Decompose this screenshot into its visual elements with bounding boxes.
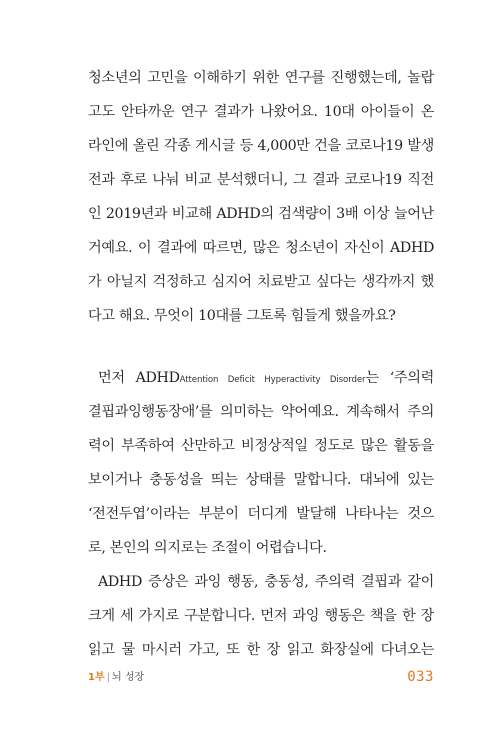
paragraph1-line: 청소년의 고민을 이해하기 위한 연구를 진행했는데, 놀랍 <box>88 70 434 86</box>
running-footer <box>88 671 144 685</box>
paragraph1-line: 고도 안타까운 연구 결과가 나왔어요. 10대 아이들이 온 <box>88 104 434 120</box>
paragraph2-prefix: 먼저 ADHD <box>98 370 180 386</box>
paragraph1-line: 가 아닐지 걱정하고 심지어 치료받고 싶다는 생각까지 했 <box>88 274 434 290</box>
paragraph2-suffix: 는 ‘주의력 <box>365 370 434 386</box>
paragraph1-line: 다고 해요. 무엇이 10대를 그토록 힘들게 했을까요? <box>88 308 396 324</box>
paragraph3-line: 읽고 물 마시러 가고, 또 한 장 읽고 화장실에 다녀오는 <box>88 642 434 658</box>
paragraph2-line: 보이거나 충동성을 띄는 상태를 말합니다. 대뇌에 있는 <box>88 472 434 488</box>
paragraph1-line: 라인에 올린 각종 게시글 등 4,000만 건을 코로나19 발생 <box>88 138 434 154</box>
adhd-full-name: Attention Deficit Hyperactivity Disorder <box>179 375 366 385</box>
paragraph2-line: 력이 부족하여 산만하고 비정상적일 정도로 많은 활동을 <box>88 438 434 454</box>
paragraph2-first-line <box>98 368 434 390</box>
paragraph2-line: 결핍과잉행동장애’를 의미하는 약어예요. 계속해서 주의 <box>88 404 434 420</box>
paragraph3-line: ADHD 증상은 과잉 행동, 충동성, 주의력 결핍과 같이 <box>98 574 434 590</box>
paragraph2-line: 로, 본인의 의지로는 조절이 어렵습니다. <box>88 540 327 556</box>
paragraph3-line: 크게 세 가지로 구분합니다. 먼저 과잉 행동은 책을 한 장 <box>88 608 434 624</box>
chapter-label: 뇌 성장 <box>112 672 145 683</box>
paragraph1-line: 거예요. 이 결과에 따르면, 많은 청소년이 자신이 ADHD <box>88 240 434 256</box>
footer-separator: | <box>106 672 110 683</box>
paragraph2-line: ‘전전두엽’이라는 부분이 더디게 발달해 나타나는 것으 <box>88 506 434 522</box>
part-label: 1부 <box>88 672 105 683</box>
paragraph1-line: 인 2019년과 비교해 ADHD의 검색량이 3배 이상 늘어난 <box>88 206 434 222</box>
page-number: 033 <box>407 669 434 685</box>
paragraph1-line: 전과 후로 나눠 비교 분석했더니, 그 결과 코로나19 직전 <box>88 172 434 188</box>
